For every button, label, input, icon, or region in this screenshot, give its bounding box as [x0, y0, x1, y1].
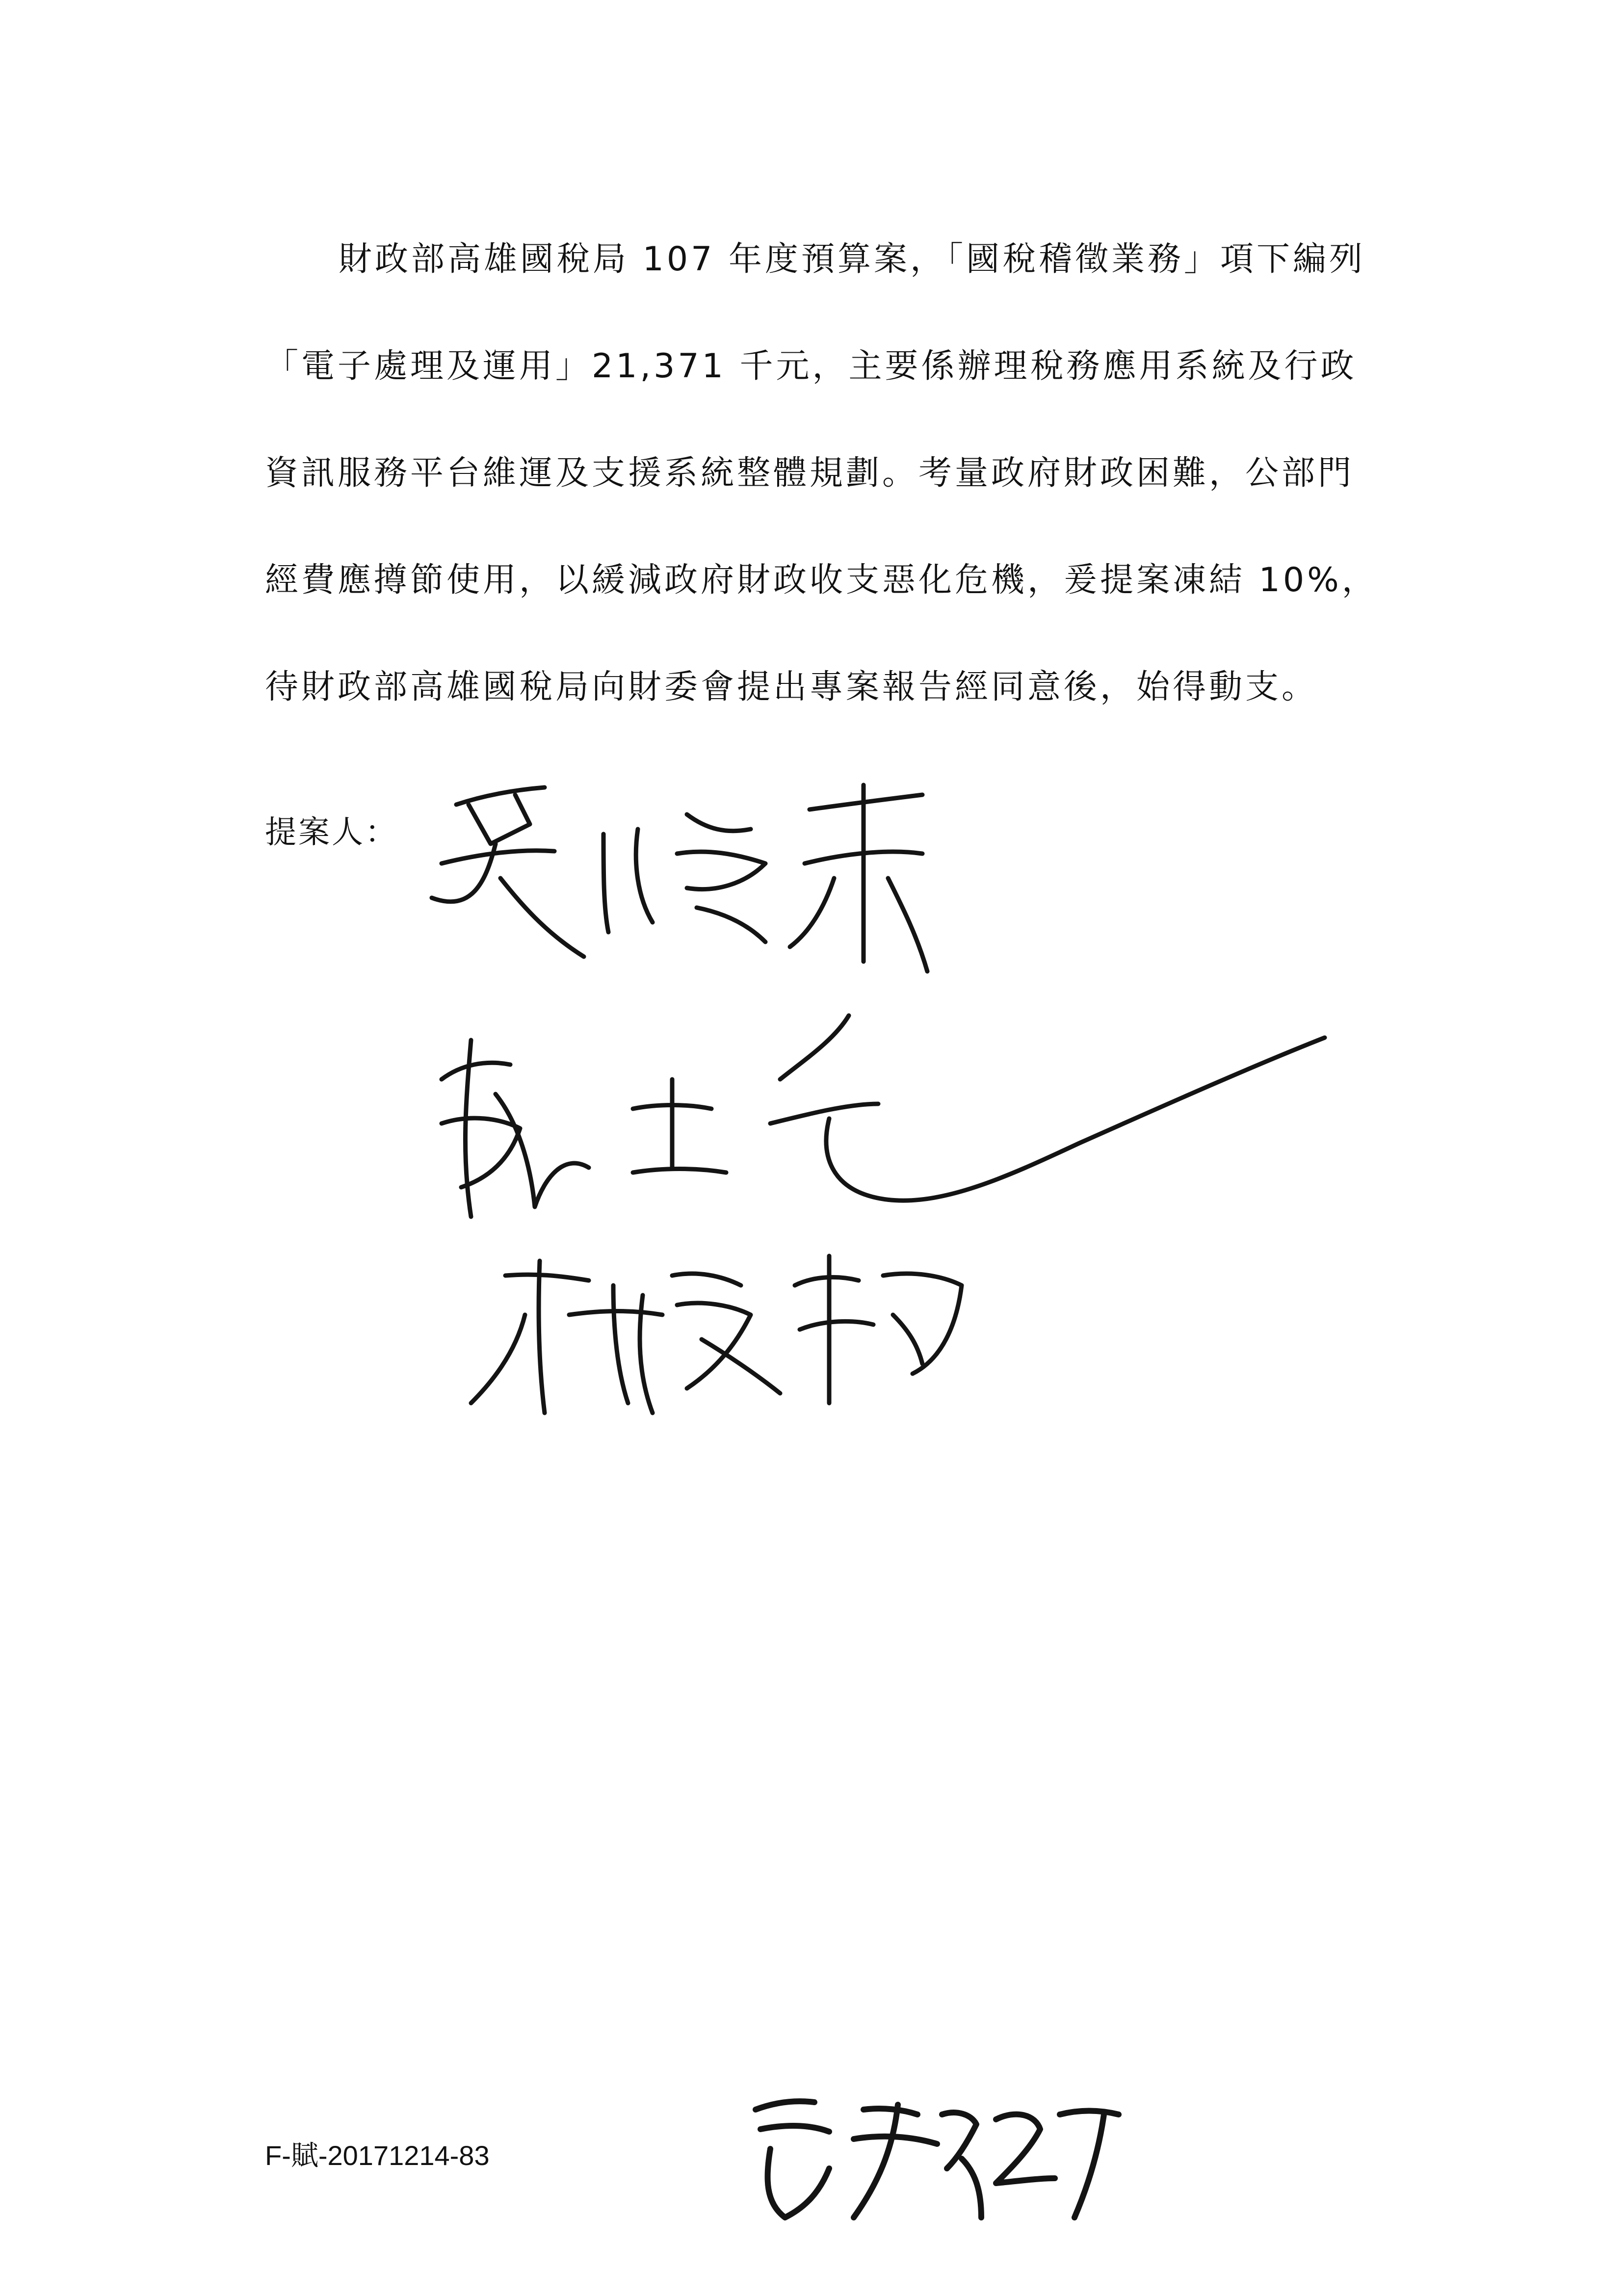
paragraph-line: 「電子處理及運用」21,371 千元，主要係辦理稅務應用系統及行政	[265, 347, 1357, 386]
handwritten-mark	[756, 2101, 1119, 2218]
paragraph-line: 經費應撙節使用，以緩減政府財政收支惡化危機，爰提案凍結 10%，	[265, 561, 1378, 600]
proposal-paragraph	[265, 206, 1393, 741]
proposer-label: 提案人：	[265, 814, 398, 851]
signature-3	[471, 1256, 962, 1413]
paragraph-line: 待財政部高雄國稅局向財委會提出專案報告經同意後，始得動支。	[265, 668, 1318, 706]
paragraph-line: 資訊服務平台維運及支援系統整體規劃。考量政府財政困難，公部門	[265, 454, 1355, 493]
paragraph-line: 財政部高雄國稅局 107 年度預算案，「國稅稽徵業務」項下編列	[339, 240, 1366, 279]
signature-2	[442, 1016, 1325, 1217]
signature-1	[432, 785, 927, 971]
document-code: F-賦-20171214-83	[265, 2140, 490, 2171]
